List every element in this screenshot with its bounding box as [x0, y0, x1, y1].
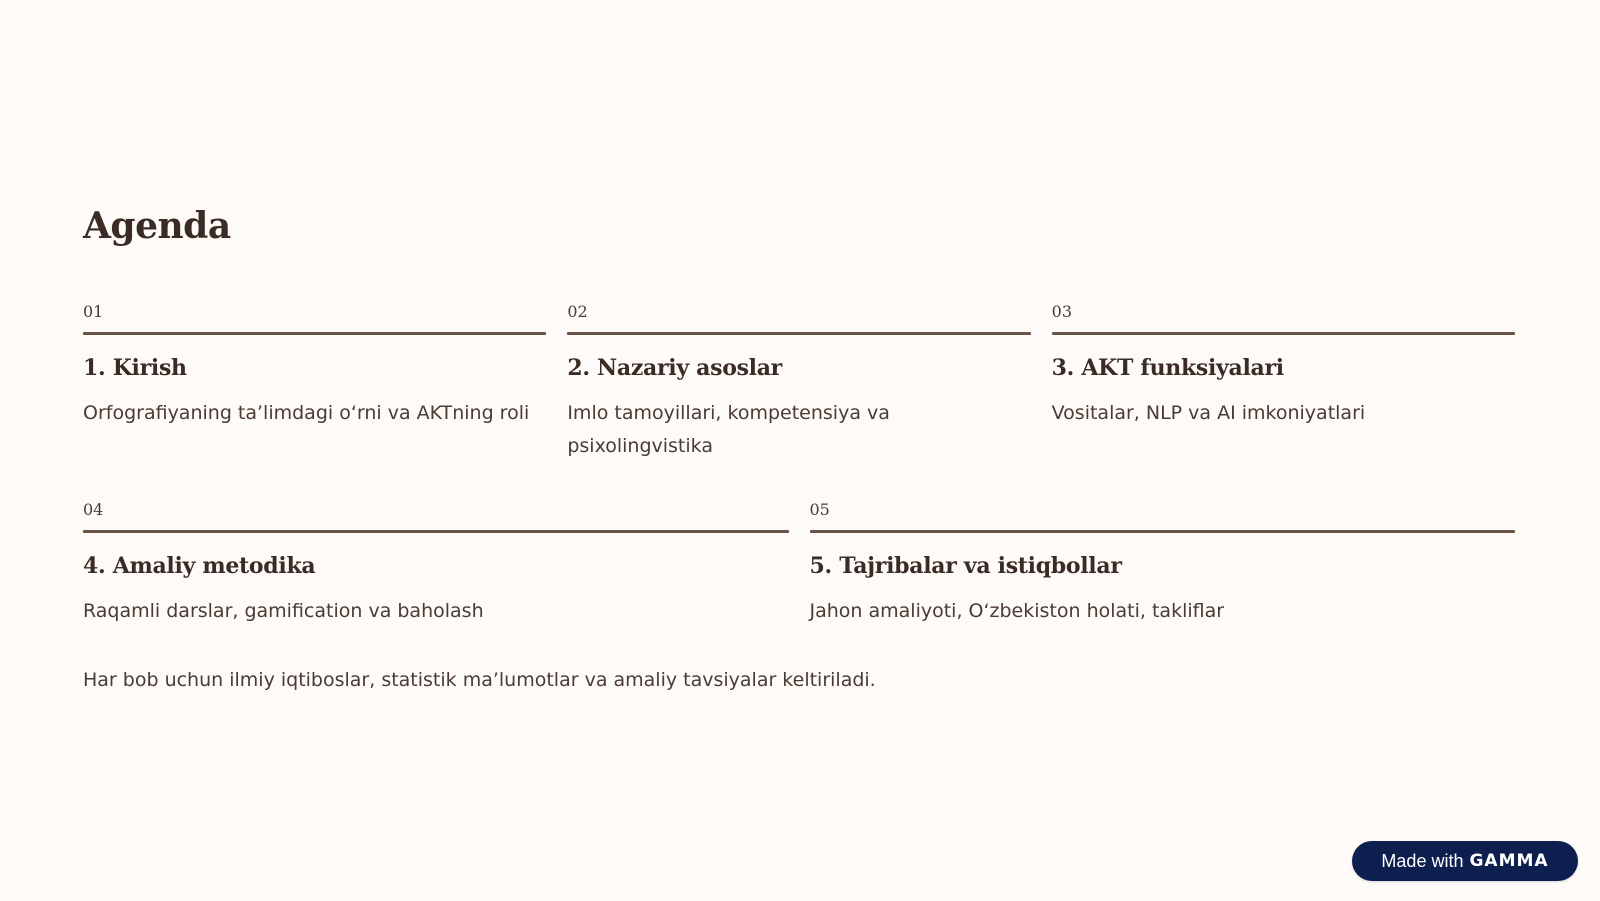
divider	[1052, 332, 1515, 335]
agenda-item-description: Imlo tamoyillari, kompetensiya va psixolingvistika	[567, 402, 890, 457]
agenda-item-description: Raqamli darslar, gamification va baholash	[83, 600, 484, 622]
agenda-row-top	[83, 300, 1515, 463]
divider	[83, 530, 789, 533]
divider	[567, 332, 1030, 335]
agenda-item-number: 03	[1051, 302, 1073, 321]
agenda-item-description: Jahon amaliyoti, O‘zbekiston holati, takliflar	[809, 600, 1225, 622]
agenda-item-5	[810, 498, 1516, 628]
gamma-logo: GAMMA	[1469, 851, 1549, 871]
agenda-item-number: 04	[83, 500, 104, 519]
agenda-item-title: 3. AKT funksiyalari	[1051, 355, 1284, 381]
agenda-item-1	[83, 300, 546, 463]
agenda-item-2	[567, 300, 1030, 463]
agenda-row-bottom	[83, 498, 1515, 628]
agenda-item-number: 01	[83, 302, 104, 321]
agenda-item-description: Vositalar, NLP va AI imkoniyatlari	[1051, 402, 1366, 424]
agenda-item-4	[83, 498, 789, 628]
divider	[83, 332, 546, 335]
agenda-item-3	[1052, 300, 1515, 463]
agenda-item-title: 5. Tajribalar va istiqbollar	[809, 553, 1122, 579]
page-title: Agenda	[83, 205, 231, 247]
footer-note: Har bob uchun ilmiy iqtiboslar, statistik ma’lumotlar va amaliy tavsiyalar keltiriladi.	[83, 669, 876, 691]
agenda-item-title: 1. Kirish	[83, 355, 187, 381]
divider	[810, 530, 1516, 533]
agenda-item-description: Orfografiyaning ta’limdagi o‘rni va AKTning roli	[83, 402, 530, 424]
agenda-item-number: 02	[567, 302, 588, 321]
agenda-item-number: 05	[809, 500, 830, 519]
badge-prefix: Made with	[1381, 850, 1464, 871]
agenda-slide	[83, 0, 1515, 901]
made-with-gamma-button[interactable]	[1352, 841, 1578, 881]
agenda-item-title: 2. Nazariy asoslar	[567, 355, 782, 381]
agenda-item-title: 4. Amaliy metodika	[83, 553, 316, 579]
